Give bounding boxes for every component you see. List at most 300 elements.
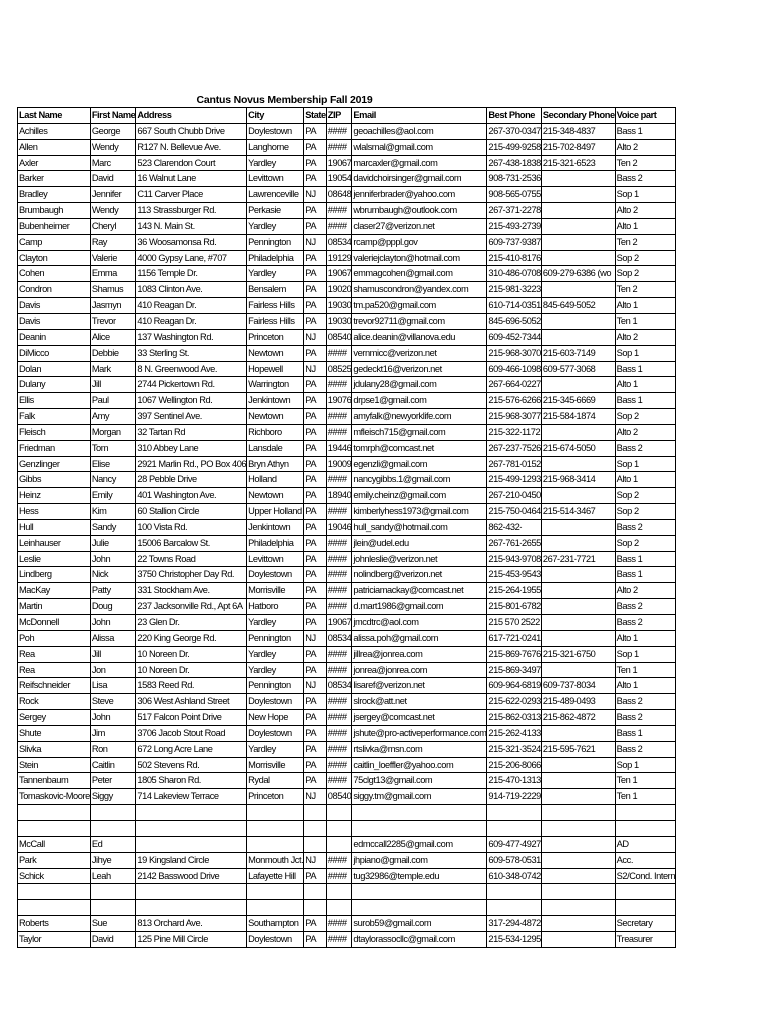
cell-secondary-phone <box>541 805 615 821</box>
cell-zip <box>326 836 352 852</box>
cell-last-name: Sergey <box>18 710 91 726</box>
cell-address: 237 Jacksonville Rd., Apt 6A <box>136 599 247 615</box>
cell-state <box>304 836 326 852</box>
cell-voice-part: Bass 2 <box>615 519 675 535</box>
cell-address: 1583 Reed Rd. <box>136 678 247 694</box>
cell-email: mfleisch715@gmail.com <box>352 424 487 440</box>
cell-zip: 08648 <box>326 187 352 203</box>
table-row <box>18 203 676 219</box>
table-row <box>18 250 676 266</box>
cell-zip: #### <box>326 345 352 361</box>
cell-email: trevor92711@gmail.com <box>352 313 487 329</box>
cell-secondary-phone: 215-584-1874 <box>541 409 615 425</box>
header-voice-part: Voice part <box>615 108 675 124</box>
cell-voice-part: Bass 1 <box>615 725 675 741</box>
table-row <box>18 535 676 551</box>
cell-best-phone: 215-321-3524 <box>487 741 542 757</box>
cell-address: 2744 Pickertown Rd. <box>136 377 247 393</box>
cell-best-phone: 267-370-0347 <box>487 123 542 139</box>
cell-city: Philadelphia <box>247 535 304 551</box>
cell-address: 310 Abbey Lane <box>136 440 247 456</box>
table-row <box>18 725 676 741</box>
cell-last-name: Tomaskovic-Moore <box>18 789 91 805</box>
cell-secondary-phone <box>541 218 615 234</box>
cell-best-phone: 610-348-0742 <box>487 868 542 884</box>
cell-secondary-phone <box>541 931 615 947</box>
cell-zip: #### <box>326 725 352 741</box>
cell-best-phone: 609-466-1098 <box>487 361 542 377</box>
cell-address: 220 King George Rd. <box>136 630 247 646</box>
cell-secondary-phone <box>541 313 615 329</box>
cell-address: 667 South Chubb Drive <box>136 123 247 139</box>
cell-voice-part: Sop 2 <box>615 535 675 551</box>
cell-state: PA <box>304 773 326 789</box>
cell-address: 36 Woosamonsa Rd. <box>136 234 247 250</box>
cell-email: alice.deanin@villanova.edu <box>352 329 487 345</box>
cell-address: 1083 Clinton Ave. <box>136 282 247 298</box>
header-state: State <box>304 108 326 124</box>
cell-secondary-phone <box>541 615 615 631</box>
cell-zip <box>326 820 352 836</box>
cell-last-name: McCall <box>18 836 91 852</box>
cell-state: PA <box>304 298 326 314</box>
cell-zip: #### <box>326 567 352 583</box>
cell-state: PA <box>304 694 326 710</box>
cell-first-name: Amy <box>90 409 136 425</box>
cell-city: Doylestown <box>247 123 304 139</box>
cell-email: tomrph@comcast.net <box>352 440 487 456</box>
cell-address <box>136 820 247 836</box>
cell-first-name: Ron <box>90 741 136 757</box>
cell-zip: 08534 <box>326 630 352 646</box>
cell-address: 1067 Wellington Rd. <box>136 393 247 409</box>
cell-state: PA <box>304 615 326 631</box>
header-first-name: First Name <box>90 108 136 124</box>
header-address: Address <box>136 108 247 124</box>
cell-first-name: Doug <box>90 599 136 615</box>
table-row <box>18 155 676 171</box>
cell-first-name: Jon <box>90 662 136 678</box>
cell-address: 23 Glen Dr. <box>136 615 247 631</box>
table-row <box>18 345 676 361</box>
cell-state: PA <box>304 504 326 520</box>
cell-email: caitlin_loeffler@yahoo.com <box>352 757 487 773</box>
cell-zip: 19076 <box>326 393 352 409</box>
cell-email: rtslivka@msn.com <box>352 741 487 757</box>
cell-first-name: Julie <box>90 535 136 551</box>
cell-last-name: Rea <box>18 646 91 662</box>
cell-last-name: Leslie <box>18 551 91 567</box>
table-row <box>18 361 676 377</box>
table-row <box>18 820 676 836</box>
cell-first-name: Caitlin <box>90 757 136 773</box>
cell-email: valeriejclayton@hotmail.com <box>352 250 487 266</box>
cell-voice-part: Acc. <box>615 852 675 868</box>
cell-city: Pennington <box>247 678 304 694</box>
cell-first-name: Jasmyn <box>90 298 136 314</box>
cell-state <box>304 884 326 900</box>
cell-state: NJ <box>304 329 326 345</box>
cell-secondary-phone <box>541 916 615 932</box>
cell-email: rcamp@pppl.gov <box>352 234 487 250</box>
cell-last-name <box>18 805 91 821</box>
cell-secondary-phone: 215-674-5050 <box>541 440 615 456</box>
cell-address: 2921 Marlin Rd., PO Box 406 <box>136 456 247 472</box>
cell-voice-part: Alto 2 <box>615 139 675 155</box>
cell-city: Bensalem <box>247 282 304 298</box>
cell-email: vernmicc@verizon.net <box>352 345 487 361</box>
cell-secondary-phone <box>541 599 615 615</box>
cell-secondary-phone: 215-321-6750 <box>541 646 615 662</box>
cell-best-phone: 609-964-6819 <box>487 678 542 694</box>
cell-best-phone: 215-750-0464 <box>487 504 542 520</box>
cell-zip: #### <box>326 409 352 425</box>
cell-email: jmcdtrc@aol.com <box>352 615 487 631</box>
cell-secondary-phone: 215-862-4872 <box>541 710 615 726</box>
cell-best-phone: 215-968-3070 <box>487 345 542 361</box>
cell-first-name: Patty <box>90 583 136 599</box>
cell-last-name: Hess <box>18 504 91 520</box>
table-row <box>18 646 676 662</box>
cell-address: 523 Clarendon Court <box>136 155 247 171</box>
cell-state <box>304 820 326 836</box>
table-row <box>18 218 676 234</box>
cell-city: Philadelphia <box>247 250 304 266</box>
cell-address: 4000 Gypsy Lane, #707 <box>136 250 247 266</box>
table-row <box>18 789 676 805</box>
cell-best-phone: 215-262-4133 <box>487 725 542 741</box>
cell-email: shamuscondron@yandex.com <box>352 282 487 298</box>
cell-best-phone: 267-438-1838 <box>487 155 542 171</box>
cell-best-phone: 267-210-0450 <box>487 488 542 504</box>
cell-secondary-phone <box>541 725 615 741</box>
cell-state: PA <box>304 218 326 234</box>
cell-first-name: David <box>90 931 136 947</box>
cell-address: 1805 Sharon Rd. <box>136 773 247 789</box>
cell-voice-part: Treasurer <box>615 931 675 947</box>
header-best-phone: Best Phone <box>487 108 542 124</box>
cell-address: 19 Kingsland Circle <box>136 852 247 868</box>
cell-zip: #### <box>326 852 352 868</box>
cell-last-name: Clayton <box>18 250 91 266</box>
cell-city: Yardley <box>247 266 304 282</box>
cell-zip: #### <box>326 218 352 234</box>
cell-city <box>247 836 304 852</box>
cell-email: patriciamackay@comcast.net <box>352 583 487 599</box>
cell-state: NJ <box>304 630 326 646</box>
cell-email <box>352 805 487 821</box>
cell-zip: #### <box>326 123 352 139</box>
table-row <box>18 456 676 472</box>
cell-city: Jenkintown <box>247 393 304 409</box>
cell-secondary-phone <box>541 171 615 187</box>
cell-best-phone: 215-968-3077 <box>487 409 542 425</box>
cell-email: d.mart1986@gmail.com <box>352 599 487 615</box>
cell-last-name: Lindberg <box>18 567 91 583</box>
cell-address: 3750 Christopher Day Rd. <box>136 567 247 583</box>
cell-zip: #### <box>326 931 352 947</box>
cell-state <box>304 805 326 821</box>
cell-first-name: Marc <box>90 155 136 171</box>
cell-zip: #### <box>326 139 352 155</box>
cell-address: 331 Stockham Ave. <box>136 583 247 599</box>
cell-voice-part: Alto 1 <box>615 472 675 488</box>
cell-city: Levittown <box>247 551 304 567</box>
cell-city: Fairless Hills <box>247 313 304 329</box>
table-row <box>18 329 676 345</box>
cell-address: 306 West Ashland Street <box>136 694 247 710</box>
cell-state: PA <box>304 203 326 219</box>
cell-last-name: Bubenheimer <box>18 218 91 234</box>
cell-address <box>136 884 247 900</box>
cell-first-name: Morgan <box>90 424 136 440</box>
cell-zip: #### <box>326 472 352 488</box>
cell-city: Princeton <box>247 329 304 345</box>
cell-zip: #### <box>326 757 352 773</box>
cell-secondary-phone: 215-321-6523 <box>541 155 615 171</box>
cell-secondary-phone <box>541 250 615 266</box>
cell-zip: 19020 <box>326 282 352 298</box>
cell-state: PA <box>304 519 326 535</box>
cell-voice-part: Bass 2 <box>615 171 675 187</box>
cell-zip: 19067 <box>326 266 352 282</box>
cell-city: Yardley <box>247 646 304 662</box>
cell-voice-part <box>615 820 675 836</box>
cell-zip: 19009 <box>326 456 352 472</box>
cell-voice-part: Sop 2 <box>615 409 675 425</box>
cell-state: PA <box>304 757 326 773</box>
table-row <box>18 298 676 314</box>
cell-last-name: Hull <box>18 519 91 535</box>
cell-best-phone <box>487 900 542 916</box>
cell-voice-part: Bass 2 <box>615 615 675 631</box>
cell-email: lisaref@verizon.net <box>352 678 487 694</box>
cell-city: Newtown <box>247 488 304 504</box>
cell-first-name: Jim <box>90 725 136 741</box>
cell-address: 60 Stallion Circle <box>136 504 247 520</box>
cell-email: jenniferbrader@yahoo.com <box>352 187 487 203</box>
cell-zip: #### <box>326 203 352 219</box>
cell-state: PA <box>304 710 326 726</box>
cell-email: wbrumbaugh@outlook.com <box>352 203 487 219</box>
cell-state: PA <box>304 139 326 155</box>
cell-state: NJ <box>304 361 326 377</box>
cell-secondary-phone <box>541 187 615 203</box>
table-row <box>18 488 676 504</box>
cell-address: 401 Washington Ave. <box>136 488 247 504</box>
cell-secondary-phone: 609-737-8034 <box>541 678 615 694</box>
cell-secondary-phone <box>541 820 615 836</box>
cell-state: PA <box>304 456 326 472</box>
cell-state: PA <box>304 472 326 488</box>
cell-first-name <box>90 820 136 836</box>
cell-first-name <box>90 884 136 900</box>
cell-secondary-phone <box>541 329 615 345</box>
cell-voice-part: S2/Cond. Intern <box>615 868 675 884</box>
cell-voice-part: Ten 1 <box>615 773 675 789</box>
table-row <box>18 741 676 757</box>
cell-zip: #### <box>326 710 352 726</box>
cell-secondary-phone <box>541 884 615 900</box>
cell-last-name: Heinz <box>18 488 91 504</box>
cell-email: hull_sandy@hotmail.com <box>352 519 487 535</box>
cell-last-name: Slivka <box>18 741 91 757</box>
cell-address: 672 Long Acre Lane <box>136 741 247 757</box>
cell-best-phone: 310-486-0708 <box>487 266 542 282</box>
cell-city: Fairless Hills <box>247 298 304 314</box>
cell-voice-part: Sop 1 <box>615 456 675 472</box>
sheet-title: Cantus Novus Membership Fall 2019 <box>196 94 373 106</box>
cell-voice-part: Alto 2 <box>615 424 675 440</box>
cell-first-name: Mark <box>90 361 136 377</box>
table-row <box>18 583 676 599</box>
cell-state: PA <box>304 424 326 440</box>
cell-address: 16 Walnut Lane <box>136 171 247 187</box>
cell-zip: #### <box>326 662 352 678</box>
cell-state: PA <box>304 266 326 282</box>
cell-best-phone <box>487 820 542 836</box>
cell-best-phone: 215-206-8066 <box>487 757 542 773</box>
cell-city <box>247 805 304 821</box>
cell-last-name: Gibbs <box>18 472 91 488</box>
cell-first-name: Elise <box>90 456 136 472</box>
cell-city: Doylestown <box>247 567 304 583</box>
cell-city: Lawrenceville <box>247 187 304 203</box>
cell-first-name: Nancy <box>90 472 136 488</box>
cell-first-name: Sandy <box>90 519 136 535</box>
cell-secondary-phone <box>541 852 615 868</box>
cell-address: 113 Strassburger Rd. <box>136 203 247 219</box>
cell-first-name: Jill <box>90 646 136 662</box>
cell-address: 3706 Jacob Stout Road <box>136 725 247 741</box>
cell-best-phone: 215-493-2739 <box>487 218 542 234</box>
cell-last-name: Rock <box>18 694 91 710</box>
cell-zip <box>326 805 352 821</box>
cell-voice-part <box>615 900 675 916</box>
cell-city: Princeton <box>247 789 304 805</box>
cell-city: Pennington <box>247 234 304 250</box>
cell-last-name: Tannenbaum <box>18 773 91 789</box>
cell-zip: #### <box>326 773 352 789</box>
cell-state: PA <box>304 599 326 615</box>
table-row <box>18 504 676 520</box>
cell-voice-part: Ten 2 <box>615 282 675 298</box>
cell-first-name <box>90 900 136 916</box>
cell-state: PA <box>304 916 326 932</box>
cell-secondary-phone: 609-577-3068 <box>541 361 615 377</box>
cell-last-name: Dolan <box>18 361 91 377</box>
cell-voice-part: Sop 1 <box>615 345 675 361</box>
cell-first-name: Sue <box>90 916 136 932</box>
cell-best-phone <box>487 884 542 900</box>
cell-best-phone: 862-432- <box>487 519 542 535</box>
cell-state: PA <box>304 662 326 678</box>
cell-voice-part: Bass 1 <box>615 361 675 377</box>
table-row <box>18 836 676 852</box>
cell-city: Hatboro <box>247 599 304 615</box>
cell-address: 517 Falcon Point Drive <box>136 710 247 726</box>
cell-state: NJ <box>304 852 326 868</box>
cell-address: 10 Noreen Dr. <box>136 662 247 678</box>
cell-email: dtaylorassocllc@gmail.com <box>352 931 487 947</box>
cell-address: 28 Pebble Drive <box>136 472 247 488</box>
cell-voice-part: Bass 1 <box>615 551 675 567</box>
cell-voice-part: Alto 1 <box>615 298 675 314</box>
cell-first-name: Debbie <box>90 345 136 361</box>
cell-best-phone: 609-452-7344 <box>487 329 542 345</box>
cell-city: Southampton <box>247 916 304 932</box>
cell-email: tm.pa520@gmail.com <box>352 298 487 314</box>
table-row <box>18 615 676 631</box>
cell-secondary-phone <box>541 836 615 852</box>
cell-voice-part: Sop 1 <box>615 187 675 203</box>
cell-state: PA <box>304 535 326 551</box>
cell-secondary-phone: 215-489-0493 <box>541 694 615 710</box>
cell-secondary-phone <box>541 535 615 551</box>
cell-first-name: Kim <box>90 504 136 520</box>
cell-last-name: Brumbaugh <box>18 203 91 219</box>
cell-address: 100 Vista Rd. <box>136 519 247 535</box>
cell-email: siggy.tm@gmail.com <box>352 789 487 805</box>
cell-state: PA <box>304 440 326 456</box>
table-row <box>18 266 676 282</box>
cell-last-name: Reifschneider <box>18 678 91 694</box>
cell-city: Doylestown <box>247 694 304 710</box>
cell-last-name: MacKay <box>18 583 91 599</box>
cell-first-name: Alissa <box>90 630 136 646</box>
table-row <box>18 900 676 916</box>
cell-city: New Hope <box>247 710 304 726</box>
cell-email: jshute@pro-activeperformance.com <box>352 725 487 741</box>
cell-city: Perkasie <box>247 203 304 219</box>
table-row <box>18 884 676 900</box>
cell-best-phone: 609-578-0531 <box>487 852 542 868</box>
cell-address: 397 Sentinel Ave. <box>136 409 247 425</box>
cell-city: Jenkintown <box>247 519 304 535</box>
cell-city: Upper Holland <box>247 504 304 520</box>
cell-zip: 08540 <box>326 789 352 805</box>
cell-state: PA <box>304 583 326 599</box>
cell-city: Langhorne <box>247 139 304 155</box>
cell-best-phone: 215-981-3223 <box>487 282 542 298</box>
cell-voice-part: Alto 1 <box>615 678 675 694</box>
cell-city: Doylestown <box>247 931 304 947</box>
cell-voice-part: Ten 1 <box>615 662 675 678</box>
cell-first-name: Steve <box>90 694 136 710</box>
cell-voice-part: Sop 2 <box>615 250 675 266</box>
cell-voice-part: Bass 2 <box>615 694 675 710</box>
cell-secondary-phone: 609-279-6386 (wo <box>541 266 615 282</box>
cell-city: Yardley <box>247 741 304 757</box>
cell-secondary-phone: 215-348-4837 <box>541 123 615 139</box>
cell-address: 813 Orchard Ave. <box>136 916 247 932</box>
cell-state: PA <box>304 313 326 329</box>
cell-secondary-phone <box>541 789 615 805</box>
cell-state: PA <box>304 409 326 425</box>
cell-last-name: Martin <box>18 599 91 615</box>
cell-best-phone: 267-237-7526 <box>487 440 542 456</box>
cell-zip: #### <box>326 741 352 757</box>
cell-last-name: Shute <box>18 725 91 741</box>
cell-zip: 19030 <box>326 313 352 329</box>
cell-voice-part: Bass 2 <box>615 741 675 757</box>
cell-city: Morrisville <box>247 583 304 599</box>
cell-secondary-phone <box>541 424 615 440</box>
cell-city: Monmouth Jct. <box>247 852 304 868</box>
table-row <box>18 916 676 932</box>
cell-zip: 08540 <box>326 329 352 345</box>
cell-best-phone: 215-322-1172 <box>487 424 542 440</box>
